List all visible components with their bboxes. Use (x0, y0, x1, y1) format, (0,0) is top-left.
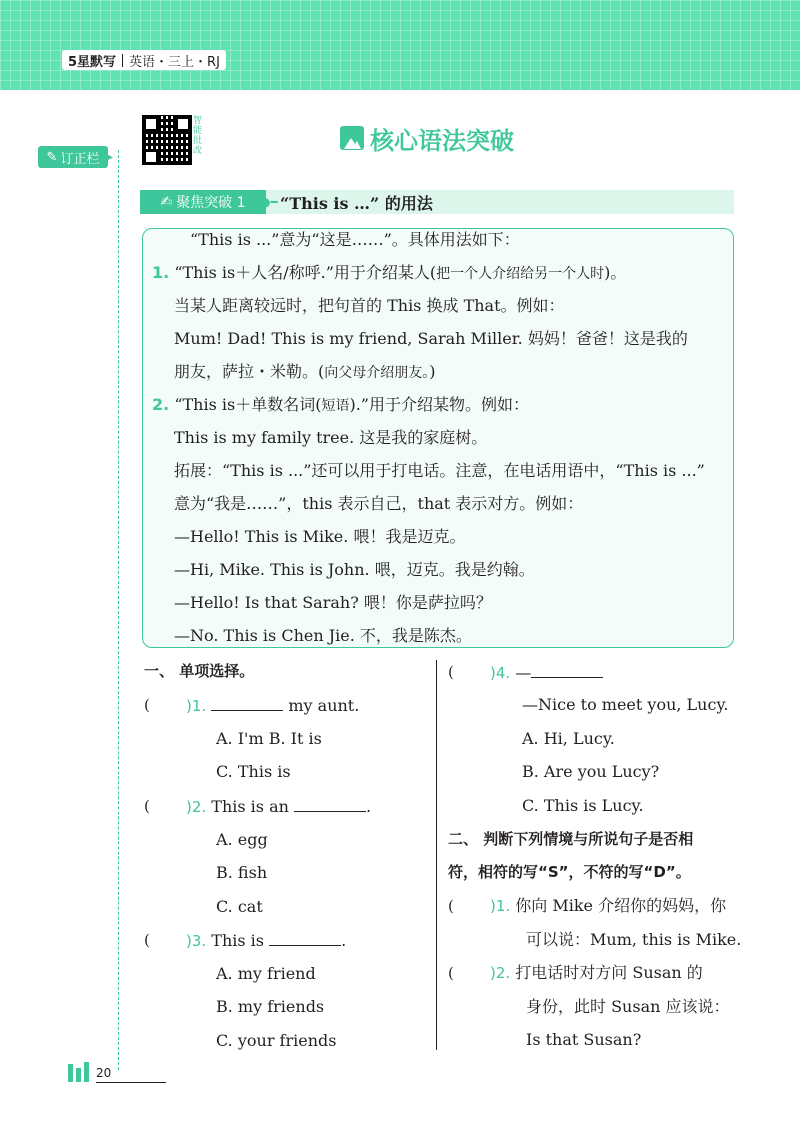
pencil-icon: ✎ (46, 149, 58, 165)
example-note: 向父母介绍朋友。 (324, 365, 430, 381)
extension-line-2: 意为“我是……”，this 表示自己，that 表示对方。例如： (174, 494, 584, 513)
q1-stem: my aunt. (283, 696, 360, 715)
dialogue-line-2: —Hi, Mike. This is John. 喂，迈克。我是约翰。 (174, 560, 535, 579)
rule-1-example-cont (174, 361, 436, 384)
example-translation: 朋友，萨拉・米勒。( (174, 362, 325, 381)
rule-2 (152, 394, 529, 417)
answer-paren: ( (144, 696, 150, 714)
rule-1 (152, 262, 626, 285)
answer-paren: ( (144, 931, 150, 949)
judge-q2-line1: 打电话时对方问 Susan 的 (515, 963, 703, 982)
rule-1-note: 把一个人介绍给另一个人时 (436, 266, 605, 282)
q3-option-c: C. your friends (216, 1031, 337, 1050)
q3 (186, 929, 346, 952)
explanation-intro: “This is ...”意为“这是……”。具体用法如下： (190, 230, 520, 249)
dialogue-line-3: —Hello! Is that Sarah? 喂！你是萨拉吗？ (174, 593, 492, 612)
q3-stem-end: . (341, 931, 347, 950)
books-icon (68, 1062, 89, 1082)
header-tag (62, 50, 226, 70)
judge-q1-number: )1. (490, 897, 511, 915)
book-icon: ✍ (160, 194, 173, 210)
q1 (186, 694, 359, 717)
q4-stem: — (515, 663, 532, 682)
rule-2-number: 2. (152, 395, 170, 414)
q2-number: )2. (186, 798, 207, 816)
rule-1-line2: 当某人距离较远时，把句首的 This 换成 That。例如： (174, 296, 565, 315)
q3-blank[interactable] (269, 929, 341, 946)
extension-line-1: 拓展：“This is ...”还可以用于打电话。注意，在电话用语中，“This is ...” (174, 461, 705, 480)
q1-blank[interactable] (211, 694, 283, 711)
column-divider (436, 660, 437, 1050)
page-underline (96, 1082, 166, 1083)
q1-option-ab: A. I'm B. It is (216, 729, 322, 748)
q4-blank[interactable] (531, 661, 603, 678)
correction-line (118, 150, 119, 1070)
q2-stem: This is an (211, 797, 294, 816)
q2-option-c: C. cat (216, 897, 263, 916)
mountain-icon (340, 126, 364, 150)
correction-label: 订正栏 (60, 151, 100, 167)
example-note-end: ) (429, 362, 436, 381)
judge-q1 (490, 895, 726, 917)
part1-heading: 一、 单项选择。 (144, 662, 255, 680)
rule-2-text: “This is＋单数名词( (174, 395, 322, 414)
qr-finder-pattern (143, 149, 159, 165)
q3-option-a: A. my friend (216, 964, 316, 983)
q3-number: )3. (186, 932, 207, 950)
q3-stem: This is (211, 931, 270, 950)
rule-1-example: Mum! Dad! This is my friend, Sarah Miller. 妈妈！爸爸！这是我的 (174, 329, 688, 348)
correction-tag (38, 146, 108, 168)
q4-option-a: A. Hi, Lucy. (522, 729, 615, 748)
rule-2-example: This is my family tree. 这是我的家庭树。 (174, 428, 488, 447)
rule-1-number: 1. (152, 263, 170, 282)
answer-paren: ( (448, 663, 454, 681)
section-title-text: 核心语法突破 (370, 126, 514, 155)
qr-side-text: 智能批改 (193, 116, 203, 156)
rule-1-text: “This is＋人名/称呼.”用于介绍某人( (174, 263, 437, 282)
correction-dots: ▸ (108, 152, 115, 163)
arrow-icon: ●━ (260, 195, 278, 209)
judge-q2-line2: 身份，此时 Susan 应该说： (526, 997, 730, 1016)
rule-2-note: 短语 (321, 398, 350, 414)
q3-option-b: B. my friends (216, 997, 325, 1016)
judge-q1-line2: 可以说：Mum, this is Mike. (526, 930, 742, 949)
answer-paren: ( (448, 897, 454, 915)
focus-title: “This is …” 的用法 (280, 193, 433, 213)
q2-option-a: A. egg (216, 830, 268, 849)
part2-heading-line1: 二、 判断下列情境与所说句子是否相 (448, 830, 694, 848)
focus-tag-label: 聚焦突破 1 (176, 195, 246, 211)
page-number: 20 (96, 1066, 112, 1080)
q4-number: )4. (490, 664, 511, 682)
q2 (186, 795, 371, 818)
rule-1-end: )。 (604, 263, 627, 282)
series-name: 5星默写 (68, 54, 117, 70)
judge-q2 (490, 962, 703, 984)
part2-heading-line2: 符，相符的写“S”，不符的写“D”。 (448, 863, 691, 881)
q2-option-b: B. fish (216, 863, 268, 882)
q4-option-c: C. This is Lucy. (522, 796, 644, 815)
dialogue-line-1: —Hello! This is Mike. 喂！我是迈克。 (174, 527, 466, 546)
q1-option-c: C. This is (216, 762, 291, 781)
q1-number: )1. (186, 697, 207, 715)
header-band (0, 0, 800, 90)
q4-option-b: B. Are you Lucy? (522, 762, 660, 781)
q2-blank[interactable] (294, 795, 366, 812)
focus-tag (140, 190, 266, 214)
judge-q2-line3: Is that Susan? (526, 1030, 642, 1049)
q2-stem-end: . (366, 797, 372, 816)
rule-2-end: ).”用于介绍某物。例如： (349, 395, 529, 414)
answer-paren: ( (448, 964, 454, 982)
answer-paren: ( (144, 797, 150, 815)
header-divider (122, 54, 123, 67)
book-info: 英语・三上・RJ (129, 54, 220, 70)
section-title (340, 122, 514, 154)
dialogue-line-4: —No. This is Chen Jie. 不，我是陈杰。 (174, 626, 472, 645)
q4-response: —Nice to meet you, Lucy. (522, 695, 729, 714)
judge-q2-number: )2. (490, 964, 511, 982)
judge-q1-line1: 你向 Mike 介绍你的妈妈，你 (515, 896, 727, 915)
q4 (490, 661, 603, 684)
